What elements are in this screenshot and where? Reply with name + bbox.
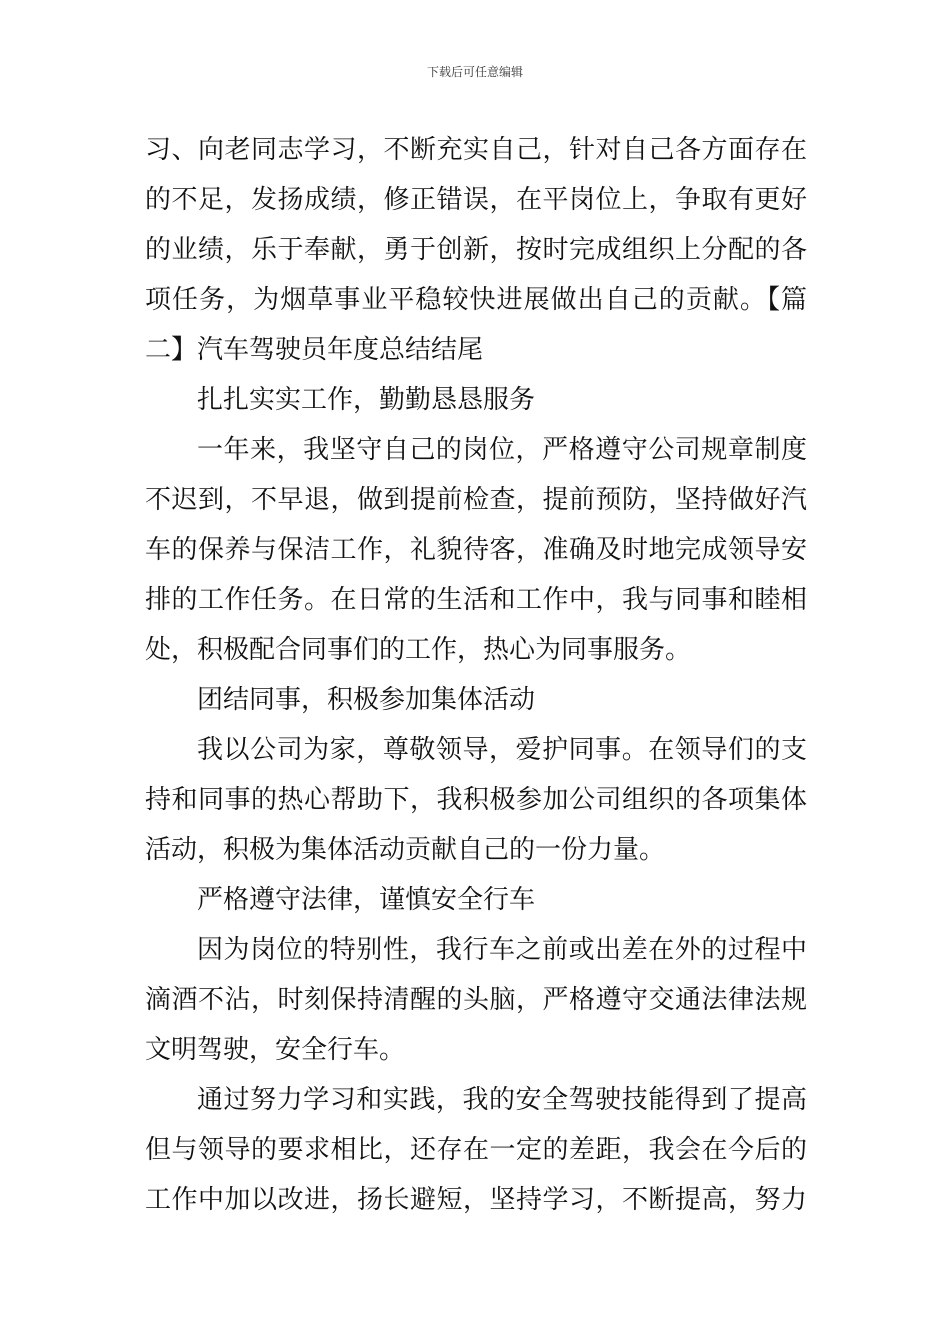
text-line: 排的工作任务。在日常的生活和工作中，我与同事和睦相	[145, 585, 807, 615]
document-body	[145, 125, 807, 1225]
text-line: 但与领导的要求相比，还存在一定的差距，我会在今后的	[145, 1135, 807, 1165]
text-line: 的业绩，乐于奉献，勇于创新，按时完成组织上分配的各	[145, 235, 807, 265]
page-header: 下载后可任意编辑	[426, 65, 523, 79]
text-line: 的不足，发扬成绩，修正错误，在平岗位上，争取有更好	[145, 185, 807, 215]
text-line: 严格遵守法律，谨慎安全行车	[197, 885, 536, 915]
text-line: 处，积极配合同事们的工作，热心为同事服务。	[145, 635, 692, 665]
text-line: 不迟到，不早退，做到提前检查，提前预防，坚持做好汽	[145, 485, 807, 515]
text-line: 习、向老同志学习，不断充实自己，针对自己各方面存在	[145, 135, 807, 165]
text-line: 团结同事，积极参加集体活动	[197, 685, 536, 715]
text-line: 活动，积极为集体活动贡献自己的一份力量。	[145, 835, 666, 865]
text-line: 文明驾驶，安全行车。	[145, 1035, 406, 1065]
text-line: 二】汽车驾驶员年度总结结尾	[145, 335, 484, 365]
text-line: 持和同事的热心帮助下，我积极参加公司组织的各项集体	[145, 785, 807, 815]
text-line: 项任务，为烟草事业平稳较快进展做出自己的贡献。【篇	[145, 285, 807, 315]
text-line: 车的保养与保洁工作，礼貌待客，准确及时地完成领导安	[145, 535, 807, 565]
text-line: 工作中加以改进，扬长避短，坚持学习，不断提高，努力	[145, 1185, 807, 1215]
text-line: 我以公司为家，尊敬领导，爱护同事。在领导们的支	[197, 735, 807, 765]
text-line: 滴酒不沾，时刻保持清醒的头脑，严格遵守交通法律法规	[145, 985, 807, 1015]
text-line: 一年来，我坚守自己的岗位，严格遵守公司规章制度	[197, 435, 807, 465]
text-line: 通过努力学习和实践，我的安全驾驶技能得到了提高	[197, 1085, 807, 1115]
text-line: 扎扎实实工作，勤勤恳恳服务	[197, 385, 536, 415]
text-line: 因为岗位的特别性，我行车之前或出差在外的过程中	[197, 935, 807, 965]
